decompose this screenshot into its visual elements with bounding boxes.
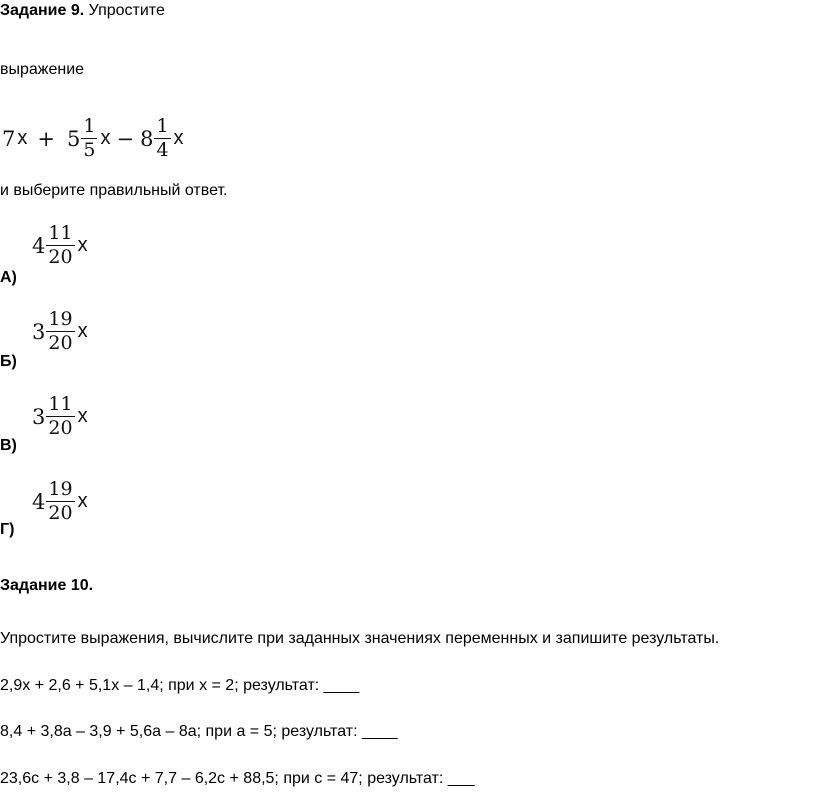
task9-instruction: и выберите правильный ответ.: [0, 182, 228, 199]
option-a-expression: [32, 223, 88, 268]
task9-line2: выражение: [0, 61, 85, 78]
task10-item-3: 23,6c + 3,8 – 17,4c + 7,7 – 6,2c + 88,5; при c = 47; результат: ___: [0, 770, 475, 787]
option-a-variable: x: [77, 234, 88, 257]
minus-operator: −: [116, 126, 135, 151]
option-b-numerator: 19: [48, 308, 73, 330]
option-a-denominator: 20: [48, 246, 73, 269]
term3-variable: x: [173, 127, 184, 150]
term3-whole: 8: [140, 126, 154, 151]
option-d-numerator: 19: [48, 478, 73, 500]
option-a-label: А): [0, 269, 17, 286]
option-c-denominator: 20: [48, 417, 73, 440]
option-c-label: В): [0, 437, 17, 454]
option-d-whole: 4: [32, 489, 46, 514]
term2-numerator: 1: [83, 115, 96, 137]
option-d-fraction: [46, 479, 74, 524]
term1-coefficient: 7: [2, 126, 16, 151]
option-c-numerator: 11: [48, 393, 73, 415]
term3-fraction: [154, 116, 170, 161]
option-b-fraction: [46, 309, 74, 354]
task9-expression: [2, 116, 184, 161]
option-b-label: Б): [0, 353, 17, 370]
option-d-denominator: 20: [48, 502, 73, 525]
option-b-denominator: 20: [48, 332, 73, 355]
option-d-label: Г): [0, 521, 15, 538]
task10-item-1: 2,9x + 2,6 + 5,1x – 1,4; при x = 2; результат: ____: [0, 677, 360, 694]
option-a-numerator: 11: [48, 222, 73, 244]
task10-title: Задание 10.: [0, 577, 94, 594]
option-d-expression: [32, 479, 88, 524]
term3-denominator: 4: [156, 139, 169, 162]
option-c-variable: x: [77, 405, 88, 428]
plus-operator: +: [37, 126, 55, 151]
task10-item-2: 8,4 + 3,8a – 3,9 + 5,6a – 8a; при a = 5; результат: ____: [0, 723, 398, 740]
term2-whole: 5: [66, 126, 81, 151]
option-a-fraction: [46, 223, 74, 268]
task9-heading: [0, 1, 165, 21]
task9-title: Задание 9.: [0, 2, 85, 19]
option-b-expression: [32, 309, 88, 354]
task9-title-rest: Упростите: [84, 2, 165, 19]
term2-denominator: 5: [83, 139, 96, 162]
option-c-fraction: [46, 394, 74, 439]
option-a-whole: 4: [32, 233, 46, 258]
option-d-variable: x: [77, 490, 88, 513]
term2-fraction: [81, 116, 97, 161]
option-b-variable: x: [77, 320, 88, 343]
task10-instruction: Упростите выражения, вычислите при заданных значениях переменных и запишите результаты.: [0, 630, 720, 647]
option-c-whole: 3: [32, 404, 46, 429]
term2-variable: x: [100, 127, 111, 150]
option-c-expression: [32, 394, 88, 439]
option-b-whole: 3: [32, 319, 46, 344]
term3-numerator: 1: [156, 115, 169, 137]
term1-variable: x: [17, 127, 28, 150]
